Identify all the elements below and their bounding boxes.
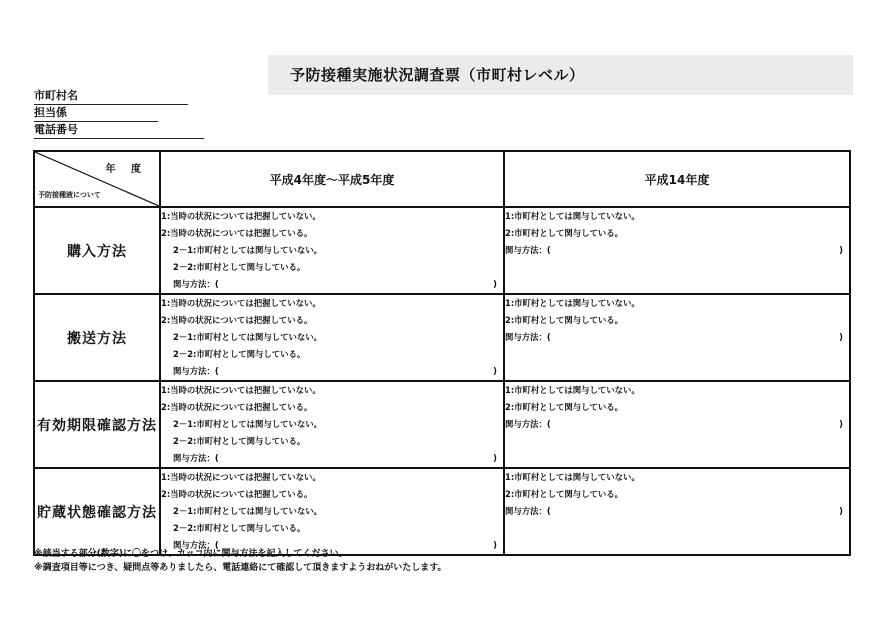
options-h14-purchase xyxy=(504,207,850,294)
option-2[interactable]: 2:市町村として関与している。 xyxy=(505,489,624,499)
option-2[interactable]: 2:当時の状況については把握している。 xyxy=(161,402,313,412)
row-header-transport: 搬送方法 xyxy=(34,294,160,381)
column-header-h14: 平成14年度 xyxy=(504,151,850,207)
footnotes xyxy=(34,547,447,575)
vaccine-label: 予防接種液について xyxy=(38,191,101,199)
options-h14-expiry xyxy=(504,381,850,468)
row-header-purchase: 購入方法 xyxy=(34,207,160,294)
footnote-1: ※該当する部分(数字)に〇をつけ、カッコ内に関与方法を記入してください。 xyxy=(34,549,348,559)
option-2[interactable]: 2:市町村として関与している。 xyxy=(505,402,624,412)
option-1[interactable]: 1:市町村としては関与していない。 xyxy=(505,298,640,308)
option-2[interactable]: 2:当時の状況については把握している。 xyxy=(161,315,313,325)
option-2-1[interactable]: 2－1:市町村としては関与していない。 xyxy=(173,419,323,429)
respondent-fields xyxy=(34,88,204,139)
options-h4-transport xyxy=(160,294,504,381)
option-2[interactable]: 2:当時の状況については把握している。 xyxy=(161,489,313,499)
row-header-storage-check: 貯蔵状態確認方法 xyxy=(34,468,160,555)
header-corner-cell xyxy=(34,151,160,207)
option-2-2[interactable]: 2－2:市町村として関与している。 xyxy=(173,262,306,272)
option-2-1[interactable]: 2－1:市町村としては関与していない。 xyxy=(173,245,323,255)
options-h14-transport xyxy=(504,294,850,381)
column-header-h4-h5: 平成4年度～平成5年度 xyxy=(160,151,504,207)
options-h4-storage xyxy=(160,468,504,555)
options-h4-expiry xyxy=(160,381,504,468)
option-1[interactable]: 1:市町村としては関与していない。 xyxy=(505,211,640,221)
form-title: 予防接種実施状況調査票（市町村レベル） xyxy=(268,55,853,95)
person-in-charge-field[interactable]: 担当係 xyxy=(34,105,158,122)
involvement-method-field[interactable]: 関与方法：( ) xyxy=(505,419,843,429)
option-2-2[interactable]: 2－2:市町村として関与している。 xyxy=(173,349,306,359)
involvement-method-field[interactable]: 関与方法：( ) xyxy=(173,453,497,463)
option-1[interactable]: 1:市町村としては関与していない。 xyxy=(505,472,640,482)
municipality-field[interactable]: 市町村名 xyxy=(34,88,188,105)
options-h14-storage xyxy=(504,468,850,555)
phone-field[interactable]: 電話番号 xyxy=(34,122,204,139)
option-1[interactable]: 1:当時の状況については把握していない。 xyxy=(161,298,321,308)
option-2[interactable]: 2:当時の状況については把握している。 xyxy=(161,228,313,238)
involvement-method-field[interactable]: 関与方法：( ) xyxy=(173,540,497,550)
involvement-method-field[interactable]: 関与方法：( ) xyxy=(505,506,843,516)
involvement-method-field[interactable]: 関与方法：( ) xyxy=(173,366,497,376)
option-1[interactable]: 1:当時の状況については把握していない。 xyxy=(161,385,321,395)
option-2-2[interactable]: 2－2:市町村として関与している。 xyxy=(173,523,306,533)
involvement-method-field[interactable]: 関与方法：( ) xyxy=(173,279,497,289)
option-2[interactable]: 2:市町村として関与している。 xyxy=(505,228,624,238)
option-1[interactable]: 1:市町村としては関与していない。 xyxy=(505,385,640,395)
option-1[interactable]: 1:当時の状況については把握していない。 xyxy=(161,472,321,482)
option-2-1[interactable]: 2－1:市町村としては関与していない。 xyxy=(173,506,323,516)
option-2-2[interactable]: 2－2:市町村として関与している。 xyxy=(173,436,306,446)
involvement-method-field[interactable]: 関与方法：( ) xyxy=(505,332,843,342)
options-h4-purchase xyxy=(160,207,504,294)
survey-table xyxy=(33,150,851,556)
option-1[interactable]: 1:当時の状況については把握していない。 xyxy=(161,211,321,221)
option-2-1[interactable]: 2－1:市町村としては関与していない。 xyxy=(173,332,323,342)
row-header-expiry-check: 有効期限確認方法 xyxy=(34,381,160,468)
option-2[interactable]: 2:市町村として関与している。 xyxy=(505,315,624,325)
footnote-2: ※調査項目等につき、疑問点等ありましたら、電話連絡にて確認して頂きますようおねがいたします。 xyxy=(34,563,447,573)
year-label: 年 度 xyxy=(105,164,147,175)
involvement-method-field[interactable]: 関与方法：( ) xyxy=(505,245,843,255)
